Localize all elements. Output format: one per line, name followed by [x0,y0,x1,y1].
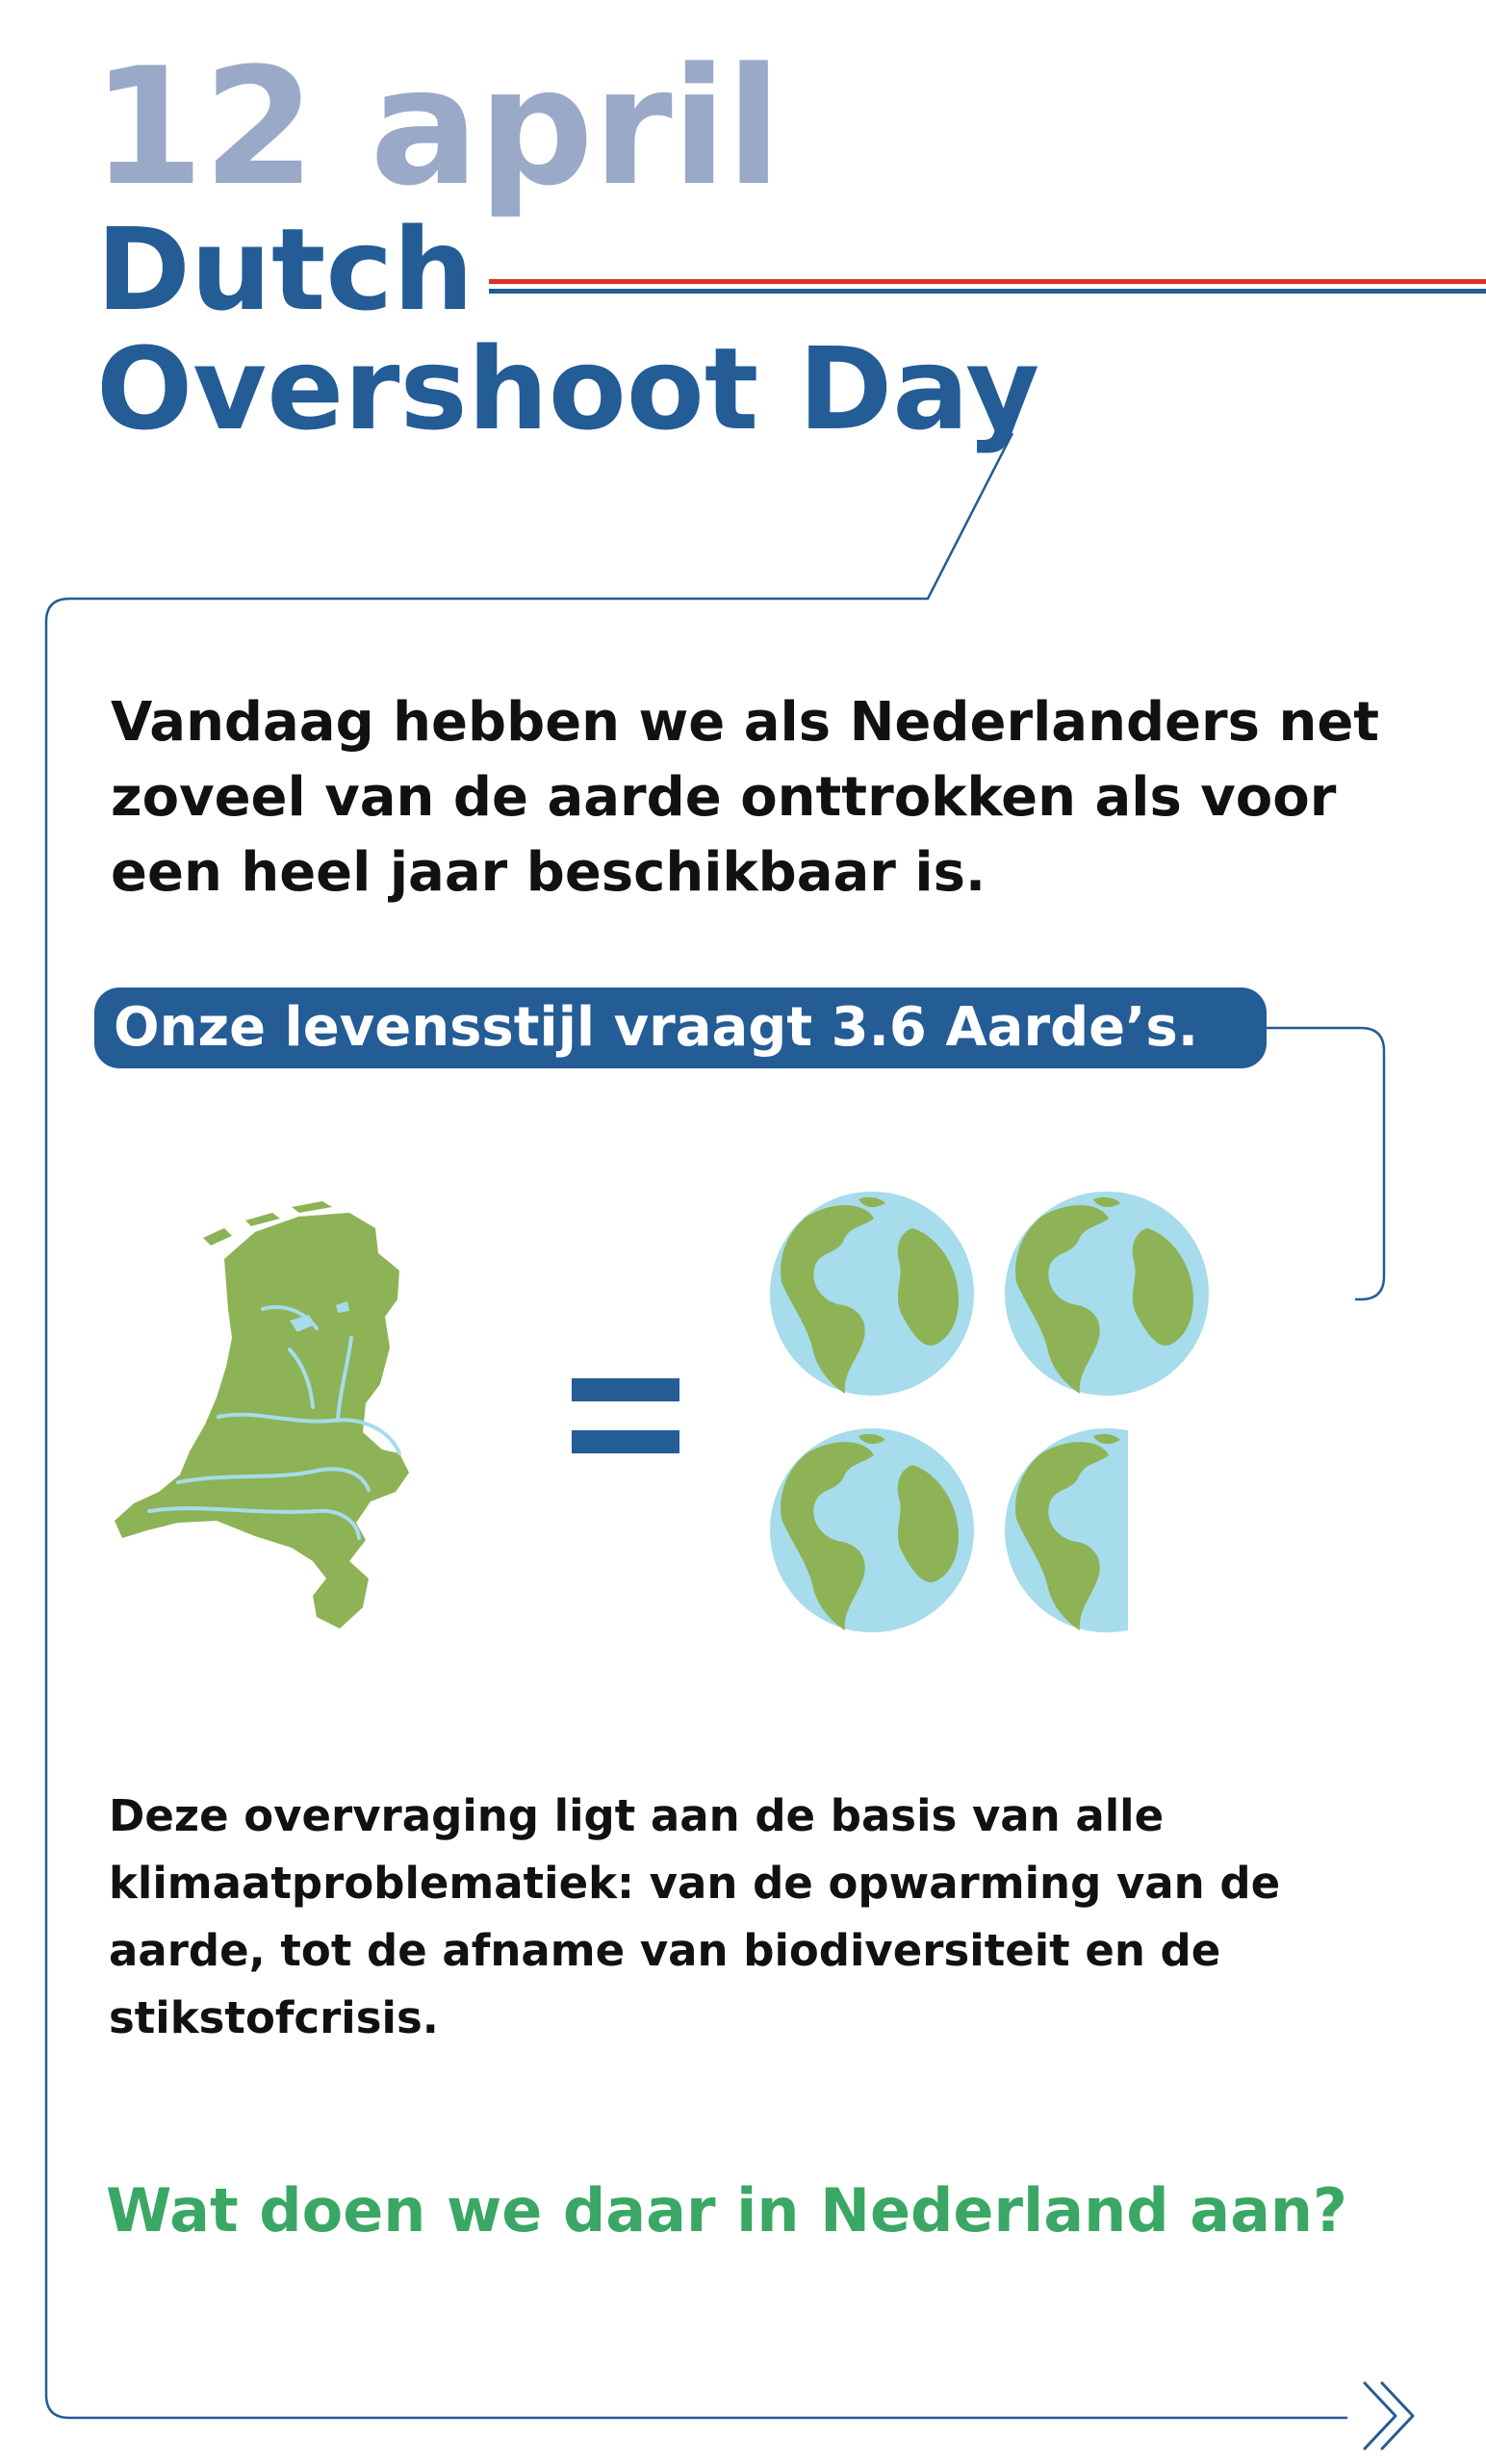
title-line-1: Dutch [96,203,474,336]
earth-icon [770,1192,974,1396]
partial-earth-icon [1005,1428,1209,1632]
earth-icon [1005,1192,1209,1396]
highlight-text: Onze levensstijl vraagt 3.6 Aarde’s. [114,996,1199,1059]
earths-illustration [760,1186,1222,1640]
question-heading: Wat doen we daar in Nederland aan? [106,2175,1348,2246]
lead-paragraph: Vandaag hebben we als Nederlanders net zoveel van de aarde onttrokken als voor een heel jaar beschikbaar is. [111,691,1380,904]
title-line-2: Overshoot Day [96,322,1040,455]
earth-icon [770,1428,974,1632]
page-title [96,203,1040,455]
equals-icon [572,1378,679,1453]
highlight-banner [94,988,1267,1068]
netherlands-map-icon [111,1194,486,1636]
body-paragraph: Deze overvraging ligt aan de basis van alle klimaatproblematiek: van de opwarming van de aarde, tot de afname van biodiversiteit en de stikstofcrisis. [109,1790,1281,2043]
double-chevron-right-icon[interactable] [1361,2377,1419,2454]
date-heading: 12 april [91,33,781,221]
